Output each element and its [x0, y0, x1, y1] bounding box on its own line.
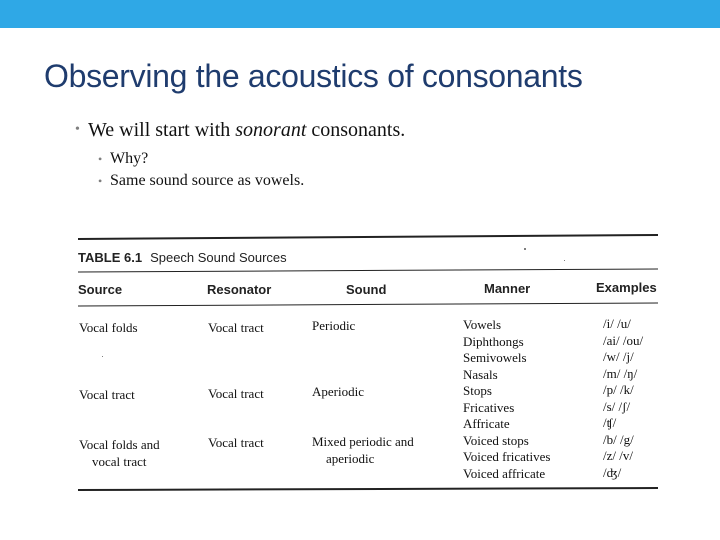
- cell-source-row3: Vocal folds and: [79, 437, 160, 452]
- scan-speck: [564, 260, 565, 261]
- header-sound: Sound: [346, 282, 387, 297]
- manner-item: Nasals: [463, 366, 498, 382]
- sub-bullet-text: Same sound source as vowels.: [110, 172, 305, 189]
- example-item: /ʤ/: [603, 464, 622, 480]
- sub-bullet-source: [98, 170, 405, 192]
- example-item: /s/ /ʃ/: [603, 398, 631, 414]
- sub-bullet-why: [98, 148, 405, 170]
- bullet-text-start: We will start with: [88, 119, 236, 141]
- slide-title: Observing the acoustics of consonants: [44, 58, 583, 94]
- example-item: /m/ /ŋ/: [603, 365, 638, 381]
- scan-speck: [524, 248, 526, 250]
- example-item: /b/ /g/: [603, 431, 634, 447]
- cell-resonator-row2: Vocal tract: [208, 386, 264, 401]
- bullet-dot-icon: •: [98, 152, 103, 166]
- bullet-dot-icon: •: [75, 122, 80, 137]
- table-caption-text: Speech Sound Sources: [150, 250, 287, 265]
- manner-item: Vowels: [463, 317, 502, 332]
- bullet-main: [75, 116, 406, 144]
- scan-speck: [102, 356, 103, 357]
- example-item: /z/ /v/: [603, 448, 633, 463]
- header-examples: Examples: [596, 280, 657, 295]
- cell-sound-row3: Mixed periodic and: [312, 434, 414, 449]
- header-manner: Manner: [484, 281, 531, 296]
- cell-source-row2: Vocal tract: [79, 387, 135, 402]
- caption-rule: [78, 268, 658, 272]
- sub-bullet-text: Why?: [110, 150, 149, 167]
- cell-sound-row2: Aperiodic: [312, 384, 364, 399]
- manner-item: Semivowels: [463, 350, 527, 365]
- table-number: TABLE 6.1: [78, 250, 143, 265]
- examples-column: [603, 316, 643, 481]
- top-accent-bar: [0, 0, 720, 28]
- cell-sound-row3-line2: aperiodic: [326, 451, 375, 466]
- bullet-dot-icon: •: [98, 174, 103, 188]
- cell-source-row3-line2: vocal tract: [92, 454, 147, 469]
- example-item: /ʧ/: [603, 415, 617, 430]
- manner-item: Voiced stops: [463, 432, 529, 448]
- cell-sound-row1: Periodic: [312, 318, 356, 333]
- cell-resonator-row1: Vocal tract: [208, 320, 264, 335]
- bullet-text-end: consonants.: [306, 119, 406, 141]
- example-item: /i/ /u/: [603, 316, 631, 331]
- manner-item: Stops: [463, 383, 492, 398]
- bullet-emphasis: sonorant: [235, 119, 307, 141]
- manner-item: Diphthongs: [463, 333, 524, 349]
- manner-item: Affricate: [463, 416, 510, 431]
- scanned-table-image: [78, 232, 660, 498]
- bullet-list: [75, 116, 406, 192]
- header-rule: [78, 302, 658, 306]
- example-item: /ai/ /ou/: [603, 332, 644, 348]
- manner-item: Fricatives: [463, 399, 515, 415]
- cell-resonator-row3: Vocal tract: [208, 435, 264, 450]
- cell-source-row1: Vocal folds: [79, 320, 138, 335]
- manner-item: Voiced affricate: [463, 465, 546, 481]
- table-top-rule: [78, 234, 658, 240]
- header-resonator: Resonator: [207, 282, 272, 297]
- example-item: /w/ /j/: [603, 349, 634, 364]
- table-caption: [78, 250, 287, 265]
- header-source: Source: [78, 282, 123, 297]
- manner-column: [463, 317, 550, 482]
- example-item: /p/ /k/: [603, 382, 634, 397]
- manner-item: Voiced fricatives: [463, 449, 551, 464]
- table-bottom-rule: [78, 487, 658, 491]
